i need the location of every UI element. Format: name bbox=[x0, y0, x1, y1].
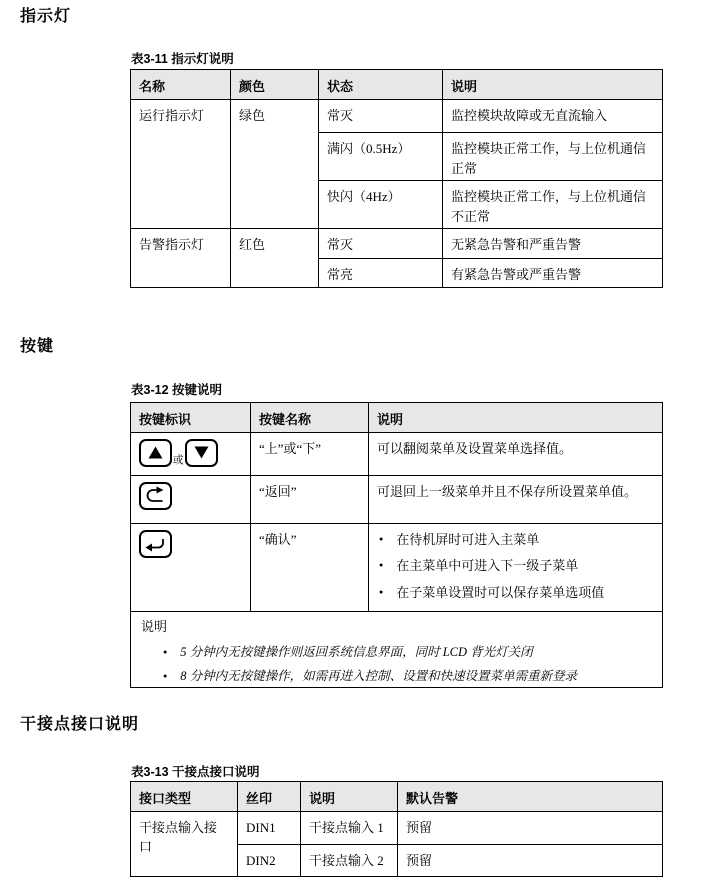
column-header: 状态 bbox=[319, 70, 443, 100]
table-caption-3-12: 表3-12 按键说明 bbox=[131, 383, 222, 397]
table-caption-3-13: 表3-13 干接点接口说明 bbox=[131, 765, 260, 779]
enter-key-icon bbox=[139, 530, 172, 558]
table-cell: 监控模块正常工作，与上位机通信正常 bbox=[443, 133, 663, 181]
table-cell: 预留 bbox=[398, 811, 663, 844]
list-item bbox=[379, 556, 654, 576]
note-title: 说明 bbox=[141, 619, 168, 634]
column-header: 颜色 bbox=[231, 70, 319, 100]
table-cell-key-glyphs bbox=[131, 432, 251, 475]
table-cell-bullet-list bbox=[369, 523, 663, 612]
column-header: 说明 bbox=[301, 782, 398, 812]
column-header: 说明 bbox=[369, 403, 663, 433]
indicator-light-table bbox=[130, 69, 663, 288]
bullet-text: ● 在子菜单设置时可以保存菜单选项值 bbox=[396, 584, 605, 600]
note-bullet-list bbox=[141, 644, 652, 685]
table-cell: 常灭 bbox=[319, 100, 443, 133]
table-cell: 常亮 bbox=[319, 259, 443, 288]
column-header: 按键标识 bbox=[131, 403, 251, 433]
table-cell: 干接点输入 2 bbox=[301, 844, 398, 876]
table-cell-key-glyphs bbox=[131, 523, 251, 612]
table-row bbox=[131, 523, 663, 612]
confirm-key-bullet-list bbox=[377, 530, 654, 603]
table-cell: “上”或“下” bbox=[251, 432, 369, 475]
enter-arrow-icon bbox=[145, 535, 166, 553]
up-triangle-icon bbox=[148, 446, 163, 459]
return-arrow-icon bbox=[145, 486, 166, 505]
table-caption-3-11: 表3-11 指示灯说明 bbox=[131, 52, 234, 66]
table-cell: 干接点输入接口 bbox=[131, 811, 238, 876]
list-item bbox=[379, 583, 654, 603]
table-cell: 快闪（4Hz） bbox=[319, 181, 443, 229]
note-text: ● 5 分钟内无按键操作则返回系统信息界面，同时 LCD 背光灯关闭 bbox=[180, 644, 533, 659]
table-cell: 告警指示灯 bbox=[131, 229, 231, 288]
table-cell: 运行指示灯 bbox=[131, 100, 231, 229]
table-cell: 监控模块正常工作，与上位机通信不正常 bbox=[443, 181, 663, 229]
section-heading-dry-contact: 干接点接口说明 bbox=[20, 716, 140, 733]
table-row bbox=[131, 475, 663, 523]
table-row bbox=[131, 811, 663, 844]
key-description-table bbox=[130, 402, 663, 688]
table-row bbox=[131, 100, 663, 133]
table-cell: “返回” bbox=[251, 475, 369, 523]
table-row bbox=[131, 229, 663, 259]
table-cell: 可以翻阅菜单及设置菜单选择值。 bbox=[369, 432, 663, 475]
bullet-text: ● 在待机屏时可进入主菜单 bbox=[396, 531, 540, 547]
table-cell: 满闪（0.5Hz） bbox=[319, 133, 443, 181]
column-header: 名称 bbox=[131, 70, 231, 100]
table-cell: DIN1 bbox=[238, 811, 301, 844]
or-label: 或 bbox=[173, 454, 184, 466]
table-cell: “确认” bbox=[251, 523, 369, 612]
table-cell: 监控模块故障或无直流输入 bbox=[443, 100, 663, 133]
table-note-row bbox=[131, 612, 663, 688]
list-item bbox=[163, 668, 652, 685]
table-cell: 预留 bbox=[398, 844, 663, 876]
table-header-row bbox=[131, 403, 663, 433]
table-cell-key-glyphs bbox=[131, 475, 251, 523]
section-heading-keys: 按键 bbox=[20, 338, 55, 355]
table-cell: 干接点输入 1 bbox=[301, 811, 398, 844]
column-header: 说明 bbox=[443, 70, 663, 100]
list-item bbox=[379, 530, 654, 550]
up-key-icon bbox=[139, 439, 172, 467]
table-header-row bbox=[131, 782, 663, 812]
table-cell: 无紧急告警和严重告警 bbox=[443, 229, 663, 259]
note-cell bbox=[131, 612, 663, 688]
column-header: 接口类型 bbox=[131, 782, 238, 812]
dry-contact-table bbox=[130, 781, 663, 877]
table-row bbox=[131, 432, 663, 475]
down-triangle-icon bbox=[194, 446, 209, 459]
table-cell: 可退回上一级菜单并且不保存所设置菜单值。 bbox=[369, 475, 663, 523]
table-header-row bbox=[131, 70, 663, 100]
return-key-icon bbox=[139, 482, 172, 510]
table-cell: 红色 bbox=[231, 229, 319, 288]
column-header: 丝印 bbox=[238, 782, 301, 812]
section-heading-indicator-lights: 指示灯 bbox=[20, 8, 72, 25]
table-cell: 常灭 bbox=[319, 229, 443, 259]
table-cell: DIN2 bbox=[238, 844, 301, 876]
column-header: 默认告警 bbox=[398, 782, 663, 812]
table-cell: 有紧急告警或严重告警 bbox=[443, 259, 663, 288]
bullet-text: ● 在主菜单中可进入下一级子菜单 bbox=[396, 558, 579, 573]
note-text: ● 8 分钟内无按键操作，如需再进入控制、设置和快速设置菜单需重新登录 bbox=[180, 668, 578, 683]
list-item bbox=[163, 644, 652, 661]
table-cell: 绿色 bbox=[231, 100, 319, 229]
down-key-icon bbox=[185, 439, 218, 467]
column-header: 按键名称 bbox=[251, 403, 369, 433]
up-down-key-group bbox=[139, 439, 242, 467]
